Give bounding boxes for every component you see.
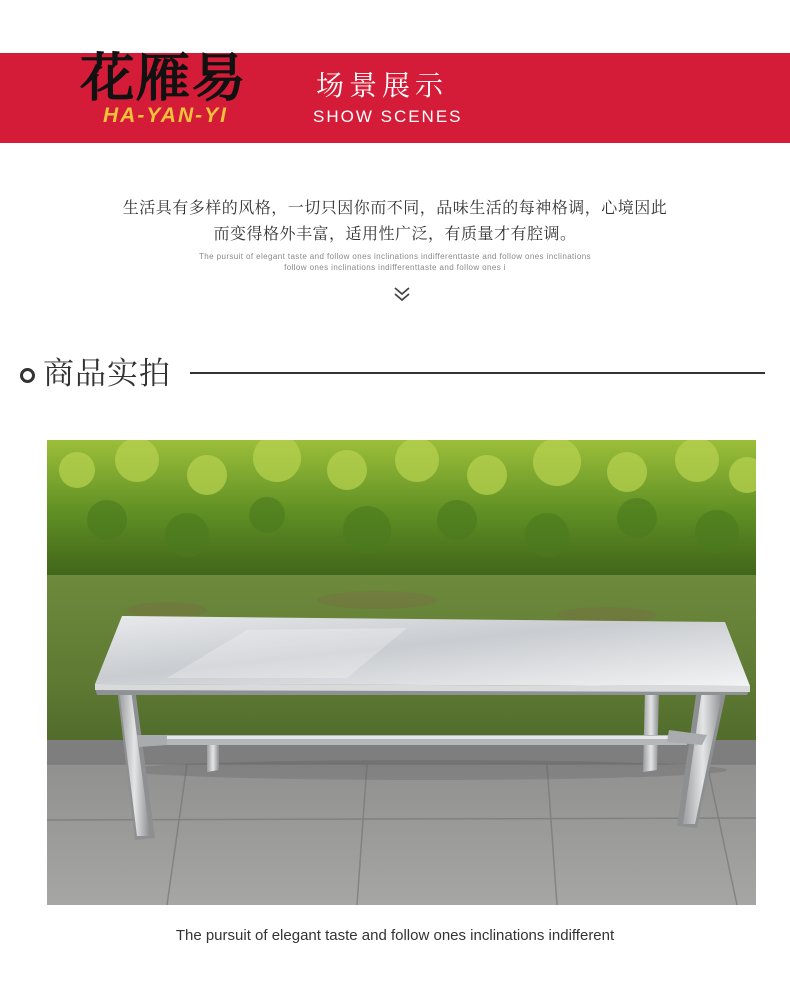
brand-logo-english: HA-YAN-YI [103,104,228,127]
photo-illustration [47,440,756,905]
scene-title-chinese: 场景展示 [316,69,449,102]
section-divider [190,372,765,374]
scene-title-english: SHOW SCENES [313,107,463,126]
description-block [0,195,790,273]
brand-logo-chinese: 花雁易 [80,49,247,109]
description-english-line-2: follow ones inclinations indifferenttaste and follow ones i [284,263,506,272]
description-english-line-1: The pursuit of elegant taste and follow ones inclinations indifferenttaste and follow ones inclinations [199,252,591,261]
stainless-steel-bench-photo [47,440,756,905]
description-line-2: 而变得格外丰富，适用性广泛，有质量才有腔调。 [213,224,577,243]
ring-bullet-icon [20,368,35,383]
section-header [0,350,790,400]
double-chevron-down-icon [391,284,413,304]
section-title: 商品实拍 [43,356,171,392]
description-line-1: 生活具有多样的风格，一切只因你而不同，品味生活的每神格调，心境因此 [122,198,668,217]
photo-caption: The pursuit of elegant taste and follow ones inclinations indifferent [175,927,615,944]
